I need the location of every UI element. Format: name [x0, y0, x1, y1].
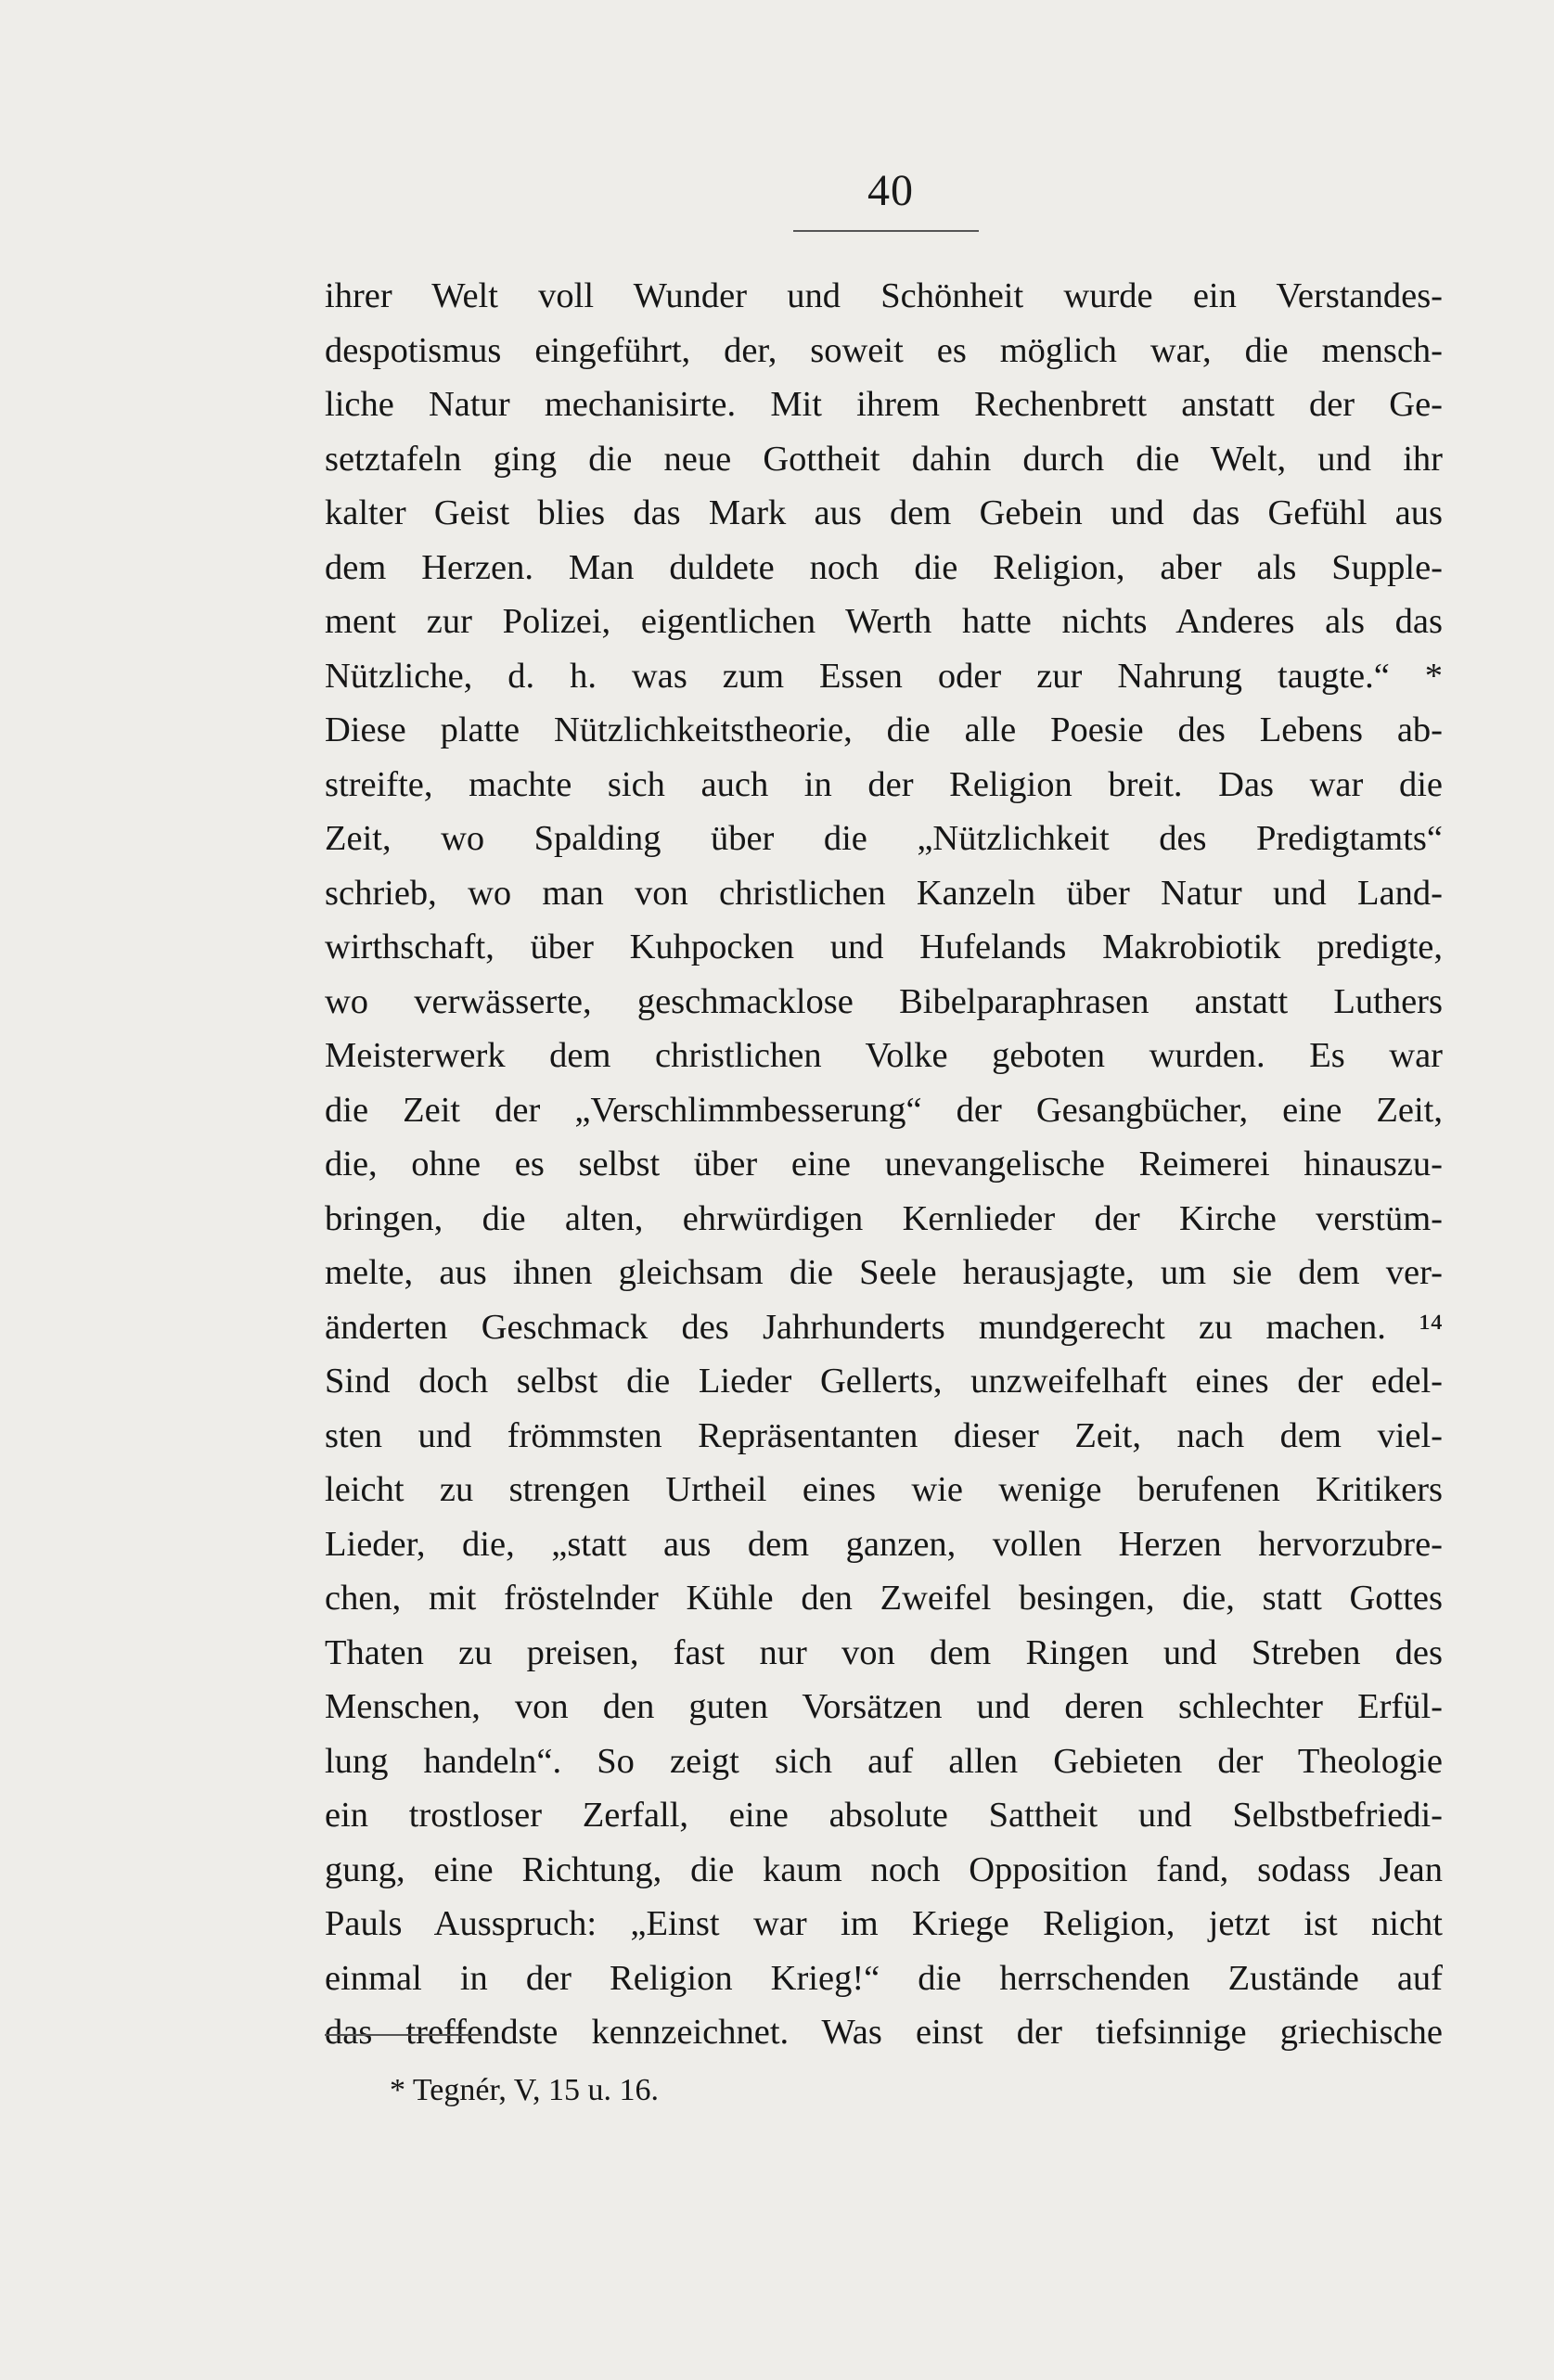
text-line: einmal in der Religion Krieg!“ die herrschenden Zustände auf: [325, 1958, 1443, 1998]
text-line: streifte, machte sich auch in der Religion breit. Das war die: [325, 764, 1443, 804]
text-line: Sind doch selbst die Lieder Gellerts, unzweifelhaft eines der edel-: [325, 1362, 1443, 1401]
text-line: bringen, die alten, ehrwürdigen Kernlieder der Kirche verstüm-: [325, 1198, 1443, 1238]
page-number: 40: [867, 166, 914, 215]
text-line: die Zeit der „Verschlimmbesserung“ der Gesangbücher, eine Zeit,: [325, 1090, 1443, 1130]
text-line: ment zur Polizei, eigentlichen Werth hatte nichts Anderes als das: [325, 602, 1443, 641]
text-line: kalter Geist blies das Mark aus dem Gebein und das Gefühl aus: [325, 493, 1443, 532]
text-line: chen, mit fröstelnder Kühle den Zweifel besingen, die, statt Gottes: [325, 1579, 1443, 1618]
text-line: liche Natur mechanisirte. Mit ihrem Rechenbrett anstatt der Ge-: [325, 385, 1443, 424]
footnote: * Tegnér, V, 15 u. 16.: [390, 2073, 659, 2107]
text-line: ein trostloser Zerfall, eine absolute Sattheit und Selbstbefriedi-: [325, 1796, 1443, 1835]
text-line: despotismus eingeführt, der, soweit es möglich war, die mensch-: [325, 330, 1443, 370]
text-line: sten und frömmsten Repräsentanten dieser Zeit, nach dem viel-: [325, 1415, 1443, 1455]
text-line: dem Herzen. Man duldete noch die Religion, aber als Supple-: [325, 547, 1443, 587]
text-line: gung, eine Richtung, die kaum noch Opposition fand, sodass Jean: [325, 1849, 1443, 1889]
text-line: wirthschaft, über Kuhpocken und Hufelands Makrobiotik predigte,: [325, 928, 1443, 966]
text-line: melte, aus ihnen gleichsam die Seele herausjagte, um sie dem ver-: [325, 1253, 1443, 1292]
text-line: Lieder, die, „statt aus dem ganzen, vollen Herzen hervorzubre-: [325, 1524, 1443, 1564]
text-line: Thaten zu preisen, fast nur von dem Ringen und Streben des: [325, 1632, 1443, 1672]
text-line: Meisterwerk dem christlichen Volke geboten wurden. Es war: [325, 1036, 1443, 1075]
footnote-rule: [325, 2034, 482, 2036]
header-rule: [793, 230, 979, 232]
text-line: Pauls Ausspruch: „Einst war im Kriege Religion, jetzt ist nicht: [325, 1904, 1443, 1943]
text-line: die, ohne es selbst über eine unevangelische Reimerei hinauszu-: [325, 1145, 1443, 1184]
text-line: lung handeln“. So zeigt sich auf allen Gebieten der Theologie: [325, 1741, 1443, 1781]
body-text: [325, 269, 1443, 2060]
text-line: setztafeln ging die neue Gottheit dahin durch die Welt, und ihr: [325, 439, 1443, 479]
text-line: änderten Geschmack des Jahrhunderts mundgerecht zu machen. ¹⁴: [325, 1307, 1443, 1347]
text-line: leicht zu strengen Urtheil eines wie wenige berufenen Kritikers: [325, 1470, 1443, 1509]
text-line: ihrer Welt voll Wunder und Schönheit wurde ein Verstandes-: [325, 276, 1443, 315]
text-line: wo verwässerte, geschmacklose Bibelparaphrasen anstatt Luthers: [325, 981, 1443, 1021]
text-line: Zeit, wo Spalding über die „Nützlichkeit des Predigtamts“: [325, 819, 1443, 858]
text-line: Menschen, von den guten Vorsätzen und deren schlechter Erfül-: [325, 1687, 1443, 1726]
text-line: Nützliche, d. h. was zum Essen oder zur Nahrung taugte.“ *: [325, 656, 1443, 696]
text-line: Diese platte Nützlichkeitstheorie, die alle Poesie des Lebens ab-: [325, 710, 1443, 749]
text-line: schrieb, wo man von christlichen Kanzeln über Natur und Land-: [325, 873, 1443, 913]
text-line: das treffendste kennzeichnet. Was einst der tiefsinnige griechische: [325, 2013, 1443, 2052]
